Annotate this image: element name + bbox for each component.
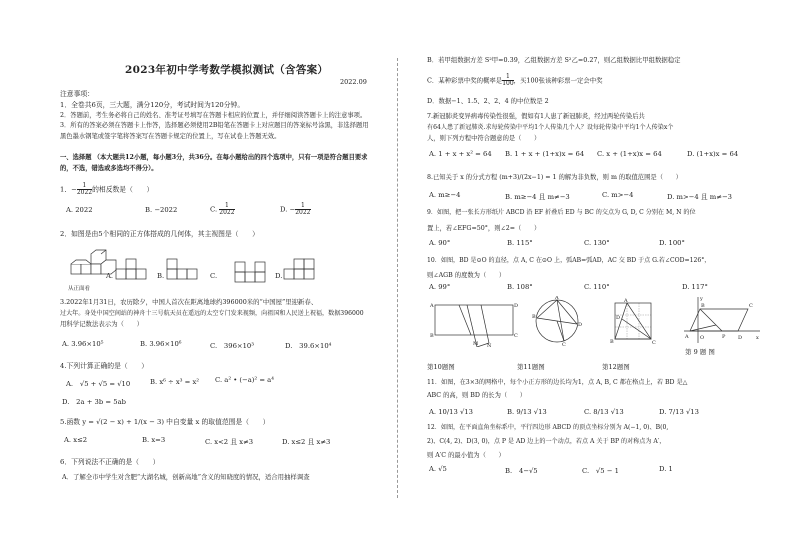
svg-text:A: A — [624, 298, 628, 304]
q1-option-b: B. −2022 — [145, 206, 178, 214]
question-6: 6．下列说法不正确的是（ ） — [60, 458, 160, 466]
q4-option-b: B. x⁶ ÷ x³ = x² — [150, 378, 200, 386]
note-1: 1．全卷共6页，三大题，满分120分，考试时间为120分钟。 — [60, 101, 245, 109]
q5-option-d: D. x≤2 且 x≠3 — [282, 438, 331, 446]
q6-option-d: D．数据−1、1.5、2、2、4 的中位数是 2 — [427, 97, 549, 105]
q8-option-b: B. m≥−4 且 m≠−3 — [505, 193, 570, 201]
q5-option-c: C. x<2 且 x≠3 — [205, 438, 254, 446]
svg-text:x: x — [756, 335, 759, 341]
svg-text:D: D — [738, 335, 743, 341]
q8-option-a: A. m≥−4 — [429, 191, 461, 199]
q3-option-a: A. 3.96×10⁵ — [62, 340, 104, 348]
q4-option-a: A. √5 + √5 = √10 — [66, 380, 131, 388]
q5-option-a: A. x≤2 — [64, 436, 88, 444]
svg-text:M: M — [473, 341, 479, 347]
question-9-line-1: 9．如图，把一张长方形纸片 ABCD 沿 EF 折叠后 ED 与 BC 的交点为 G, D, C 分别在 M, N 的位 — [427, 209, 696, 216]
q4-option-d: D. 2a + 3b = 5ab — [62, 398, 126, 406]
q11-option-d: D. 7/13 √13 — [659, 408, 699, 416]
question-4: 4.下列计算正确的是（ ） — [60, 362, 149, 370]
q3-option-d: D. 39.6×10⁴ — [285, 342, 332, 350]
q11-option-b: B. 9/13 √13 — [507, 408, 547, 416]
question-7-line-2: 有64人患了新冠肺炎.求每轮传染中平均1个人传染几个人？设每轮传染中平均1个人传染x个 — [427, 124, 674, 131]
q2-option-b: B. — [157, 272, 165, 280]
fraction: $\frac{1}{2022}$ — [76, 182, 93, 196]
svg-text:O: O — [700, 335, 705, 341]
q12-option-c: C. √5 − 1 — [582, 467, 619, 475]
q11-option-a: A. 10/13 √13 — [429, 408, 473, 416]
question-12-line-2: 2)、C(4, 2)、D(3, 0)，点 P 是 AD 边上的一个动点，若点 A 关于 BP 的对称点为 A′， — [427, 438, 666, 445]
figure-11-caption: 第11题图 — [517, 363, 545, 371]
q8-option-c: C. m>−4 — [602, 191, 634, 199]
coordinate-figure — [682, 295, 762, 345]
q2-option-c: C. — [210, 272, 218, 280]
question-9-line-2: 置上，若∠EFG=50°，则∠2=（ ） — [427, 225, 541, 232]
question-12-line-3: 则 A′C 的最小值为（ ） — [427, 452, 505, 459]
option-d-view — [283, 257, 317, 281]
svg-text:C: C — [749, 303, 753, 309]
question-3-line-1: 3.2022年1月31日，农历除夕，中国人首次在距离地球约396000米的“中国屋”里迎新春、 — [60, 298, 318, 306]
svg-text:D: D — [578, 322, 582, 328]
question-11-line-2: ABC 的高，则 BD 的长为（ ） — [427, 392, 527, 399]
q3-option-b: B. 3.96×10⁶ — [140, 340, 182, 348]
question-5: 5.函数 y = √(2 − x) + 1/(x − 3) 中自变量 x 的取值范围是（ ） — [60, 418, 270, 426]
q7-option-c: C. x + (1+x)x = 64 — [597, 150, 662, 158]
q3-option-c: C. 396×10³ — [210, 342, 254, 350]
front-view-label: 从正面看 — [68, 286, 91, 292]
question-3-line-2: 过大年。身处中国空间站的神舟十三号航天员在遥远的太空专门发来视频，向祖国和人民送上祝福，数据396000 — [60, 310, 364, 317]
q9-option-b: B. 115° — [507, 239, 533, 247]
grid-figure — [610, 297, 660, 347]
q4-option-c: C. a² • (−a)² = a⁴ — [215, 376, 274, 384]
svg-text:B: B — [430, 333, 434, 339]
q2-option-d: D. — [275, 272, 283, 280]
svg-text:D: D — [616, 315, 621, 321]
note-3: 3．所有的答案必须在答题卡上作答，选择题必须使用2B铅笔在答题卡上对应题目的答案标号涂黑，非选择题用黑色墨水钢笔或签字笔将答案写在答题卡规定的位置上，写在试卷上答题无效。 — [60, 122, 369, 140]
svg-text:A: A — [430, 303, 434, 309]
q12-option-a: A. √5 — [429, 465, 447, 473]
figure-9-caption: 第 9 题 图 — [685, 348, 715, 356]
q12-option-d: D. 1 — [659, 465, 673, 473]
svg-text:D: D — [514, 303, 519, 309]
folded-rectangle-figure — [429, 297, 521, 347]
svg-text:y: y — [700, 296, 703, 302]
q8-option-d: D. m>−4 且 m≠−3 — [667, 193, 732, 201]
svg-text:A: A — [555, 296, 559, 301]
q10-option-d: D. 117° — [682, 283, 708, 291]
question-12-line-1: 12．如图，在平面直角坐标系中，平行四边形 ABCD 的顶点坐标分别为 A(−1, 0)、B(0, — [427, 424, 669, 431]
svg-text:A: A — [685, 334, 689, 340]
q10-option-c: C. 110° — [584, 283, 610, 291]
q10-option-b: B. 108° — [507, 283, 533, 291]
q6-option-a: A．了解全市中学生对含肥“大湖名城，创新高地”含义的知晓度的情况，适合用抽样调查 — [62, 473, 310, 481]
q1-option-d: D. − $\frac{1}{2022}$ — [280, 202, 311, 216]
question-11-line-1: 11．如图，在3×3的网格中，每个小正方形的边长均为1，点 A, B, C 都在格点上，若 BD 是△ — [427, 379, 688, 386]
q6-option-c: C．某种彩票中奖的概率是 $\frac{1}{100}$ ，买100张该种彩票一定会中奖 — [427, 73, 603, 87]
option-c-view — [234, 260, 268, 284]
q1-option-c: C. $\frac{1}{2022}$ — [210, 202, 235, 216]
svg-text:N: N — [487, 343, 492, 347]
svg-text:C: C — [652, 340, 656, 346]
q9-option-a: A. 90° — [429, 239, 451, 247]
question-10-line-1: 10．如图，BD 是⊙O 的直径，点 A, C 在⊙O 上，弧AB=弧AD，AC 交 BD 于点 G.若∠COD=126°， — [427, 257, 711, 264]
option-b-view — [166, 257, 200, 281]
question-7-line-1: 7.新冠肺炎变异病毒传染性很强，假如有1人患了新冠肺炎，经过两轮传染后共 — [427, 113, 645, 120]
svg-text:B: B — [532, 314, 536, 320]
figure-12-caption: 第12题图 — [602, 363, 630, 371]
figure-10-caption: 第10题图 — [427, 363, 455, 371]
question-3-line-3: 用科学记数法表示为（ ） — [60, 320, 144, 328]
exam-date: 2022.09 — [340, 78, 367, 86]
q9-option-d: D. 100° — [659, 239, 685, 247]
circle-figure — [532, 296, 582, 346]
svg-text:C: C — [562, 342, 566, 346]
q7-option-b: B. 1 + x + (1+x)x = 64 — [505, 150, 585, 158]
svg-text:B: B — [610, 339, 614, 345]
svg-text:B: B — [701, 303, 705, 309]
q5-option-b: B. x=3 — [142, 436, 166, 444]
q11-option-c: C. 8/13 √13 — [584, 408, 624, 416]
svg-text:P: P — [722, 334, 726, 340]
q7-option-d: D. (1+x)x = 64 — [687, 150, 739, 158]
question-10-line-2: 则∠AGB 的度数为（ ） — [427, 272, 506, 279]
question-2: 2．如图是由5个相同的正方体搭成的几何体，其主视图是（ ） — [60, 230, 259, 238]
svg-text:C: C — [514, 333, 518, 339]
section-1-heading: 一、选择题 （本大题共12小题，每小题3分，共36分。在每小题给出的四个选项中，只有一项是符合题目要求的，不选，错选或多选均不得分）。 — [60, 154, 368, 172]
page-title: 2023年初中学考数学模拟测试（含答案） — [125, 64, 329, 76]
q10-option-a: A. 99° — [429, 283, 451, 291]
notes-heading: 注意事项： — [60, 90, 94, 98]
question-8: 8.已知关于 x 的分式方程 (m+3)/(2x−1) = 1 的解为非负数，则 m 的取值范围是（ ） — [427, 174, 682, 181]
question-1: 1．− $\frac{1}{2022}$ 的相反数是（ ） — [60, 182, 154, 196]
q6-option-b: B．若甲组数据方差 S²甲=0.39，乙组数据方差 S²乙=0.27，则乙组数据比甲组数据稳定 — [427, 56, 681, 64]
q1-option-a: A. 2022 — [66, 206, 93, 214]
q7-option-a: A. 1 + x + x² = 64 — [429, 150, 492, 158]
q2-option-a: A. — [106, 272, 114, 280]
q9-option-c: C. 130° — [584, 239, 610, 247]
question-7-line-3: 人，则下列方程中符合题意的是（ ） — [427, 135, 541, 142]
note-2: 2．答题前，考生务必将自己的姓名、准考证号填写在答题卡相应的位置上，并仔细阅读答题卡上的注意事项。 — [60, 112, 367, 119]
q12-option-b: B. 4−√5 — [505, 467, 538, 475]
option-a-view — [115, 257, 149, 281]
right-page — [397, 0, 794, 550]
